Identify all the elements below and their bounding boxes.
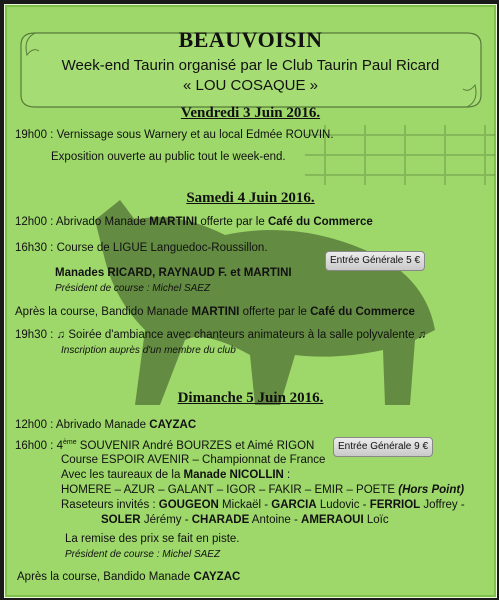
sunday-raseteurs-2: SOLER Jérémy - CHARADE Antoine - AMERAOUI Loïc <box>101 514 389 526</box>
sunday-price-badge: Entrée Générale 9 € <box>333 437 433 457</box>
sunday-raseteurs: Raseteurs invités : GOUGEON Mickaël - GARCIA Ludovic - FERRIOL Joffrey - <box>61 499 465 511</box>
page-title: BEAUVOISIN <box>178 27 323 52</box>
friday-vernissage: 19h00 : Vernissage sous Warnery et au local Edmée ROUVIN. <box>15 129 334 141</box>
sunday-espoir: Course ESPOIR AVENIR – Championnat de France <box>61 454 326 466</box>
saturday-bandido: Après la course, Bandido Manade MARTINI offerte par le Café du Commerce <box>15 306 415 318</box>
saturday-course: 16h30 : Course de LIGUE Languedoc-Roussillon. <box>15 242 268 254</box>
bull-silhouette-image <box>65 180 455 410</box>
saturday-soiree: 19h30 : ♫ Soirée d'ambiance avec chanteurs animateurs à la salle polyvalente ♫ <box>15 329 427 341</box>
saturday-price-badge: Entrée Générale 5 € <box>325 251 425 271</box>
saturday-inscription: Inscription auprès d'un membre du club <box>61 345 236 356</box>
friday-heading: Vendredi 3 Juin 2016. <box>180 105 321 121</box>
saturday-president: Président de course : Michel SAEZ <box>55 283 211 294</box>
saturday-abrivado: 12h00 : Abrivado Manade MARTINI offerte par le Café du Commerce <box>15 216 373 228</box>
poster <box>4 4 497 598</box>
event-subtitle: Week-end Taurin organisé par le Club Taurin Paul Ricard <box>61 57 440 74</box>
sunday-bandido: Après la course, Bandido Manade CAYZAC <box>17 571 241 583</box>
sunday-abrivado: 12h00 : Abrivado Manade CAYZAC <box>15 419 197 431</box>
saturday-manades: Manades RICARD, RAYNAUD F. et MARTINI <box>55 267 292 279</box>
sunday-bulls: HOMERE – AZUR – GALANT – IGOR – FAKIR – EMIR – POETE (Hors Point) <box>61 484 465 496</box>
sunday-taureaux: Avec les taureaux de la Manade NICOLLIN : <box>61 469 291 481</box>
sunday-prix: La remise des prix se fait en piste. <box>65 533 240 545</box>
sunday-heading: Dimanche 5 Juin 2016. <box>177 390 324 406</box>
sunday-president: Président de course : Michel SAEZ <box>65 549 221 560</box>
friday-exposition: Exposition ouverte au public tout le week-end. <box>51 151 286 163</box>
saturday-heading: Samedi 4 Juin 2016. <box>186 190 315 206</box>
sunday-souvenir: 16h00 : 4ème SOUVENIR André BOURZES et Aimé RIGON <box>15 439 315 452</box>
club-name: « LOU COSAQUE » <box>182 77 319 94</box>
